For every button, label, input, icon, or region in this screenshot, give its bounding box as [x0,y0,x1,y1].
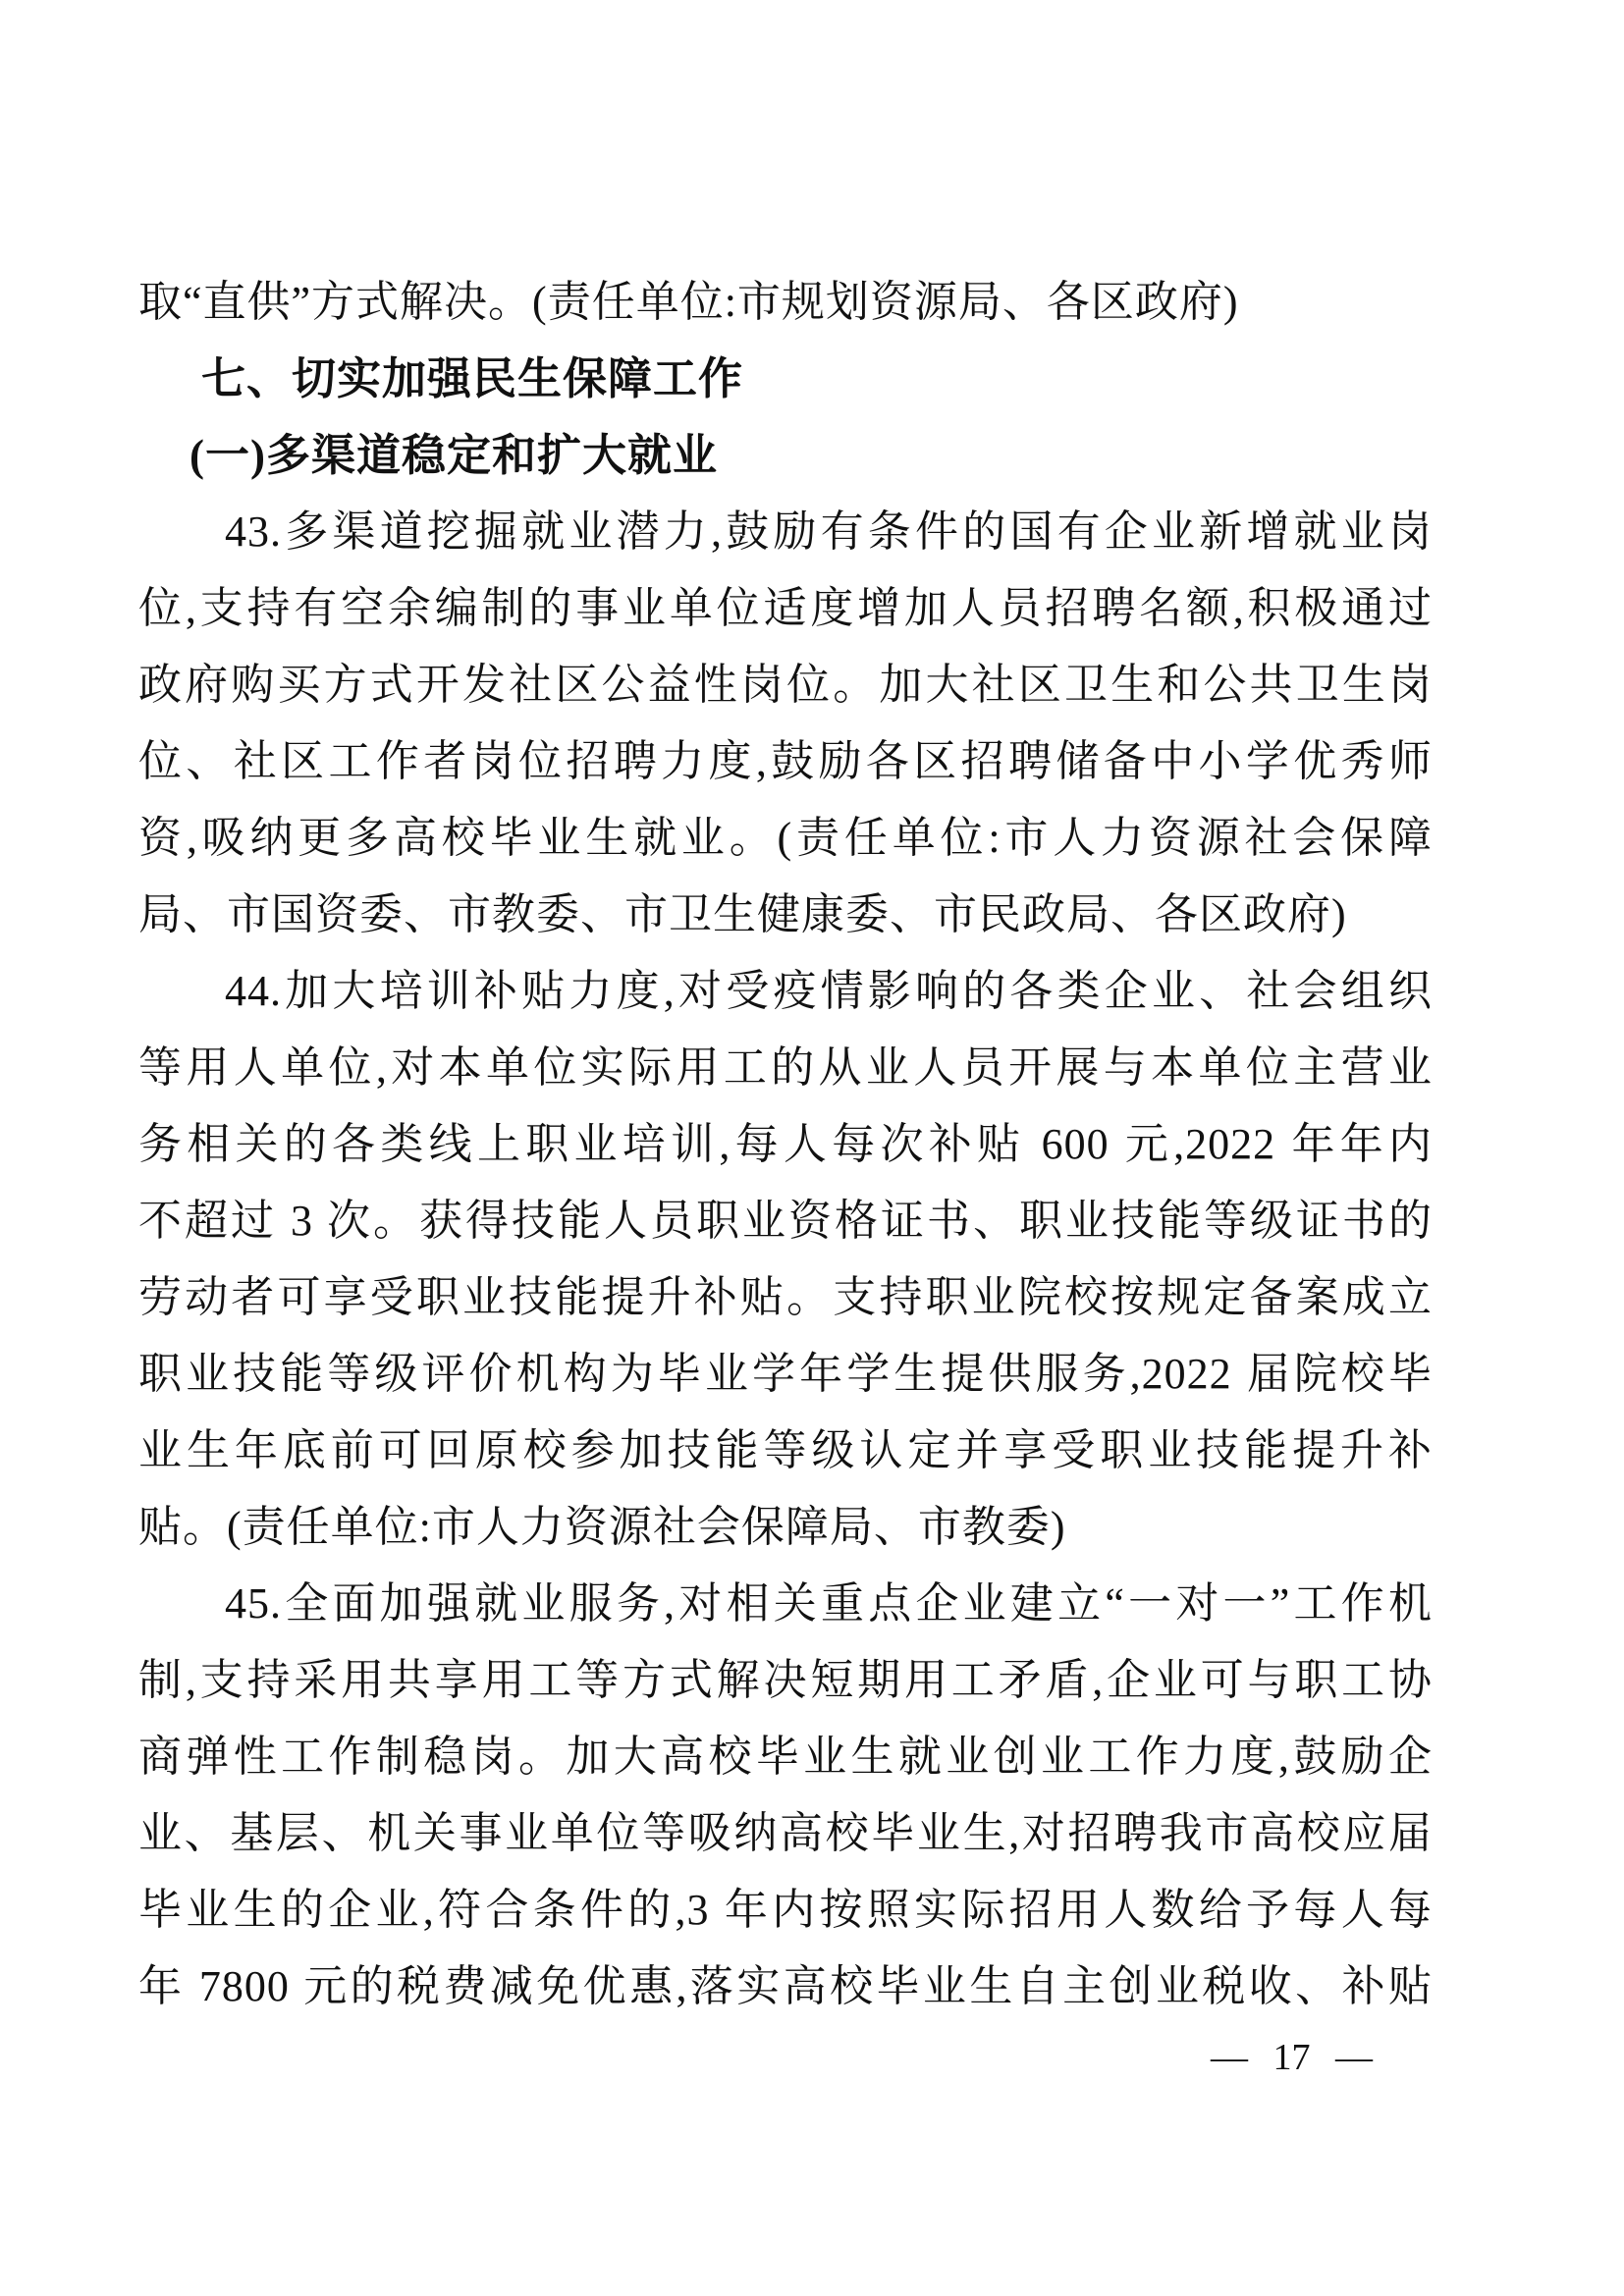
text-line: 商弹性工作制稳岗。加大高校毕业生就业创业工作力度,鼓励企 [138,1733,1433,1781]
paragraph-44 [138,953,1433,1566]
text-line: 劳动者可享受职业技能提升补贴。支持职业院校按规定备案成立 [138,1273,1433,1321]
text-line: 不超过 3 次。获得技能人员职业资格证书、职业技能等级证书的 [138,1197,1433,1245]
text-line: 政府购买方式开发社区公益性岗位。加大社区卫生和公共卫生岗 [138,661,1433,709]
subsection-heading-1 [138,417,1433,494]
text-line: 44.加大培训补贴力度,对受疫情影响的各类企业、社会组织 [225,967,1433,1015]
paragraph-45 [138,1566,1433,2025]
text-line: 43.多渠道挖掘就业潜力,鼓励有条件的国有企业新增就业岗 [225,507,1433,556]
text-line: 七、切实加强民生保障工作 [201,353,744,403]
text-line: 取“直供”方式解决。(责任单位:市规划资源局、各区政府) [138,278,1239,326]
text-line: 务相关的各类线上职业培训,每人每次补贴 600 元,2022 年年内 [138,1120,1433,1168]
text-line: 贴。(责任单位:市人力资源社会保障局、市教委) [138,1503,1066,1551]
text-line: 局、市国资委、市教委、市卫生健康委、市民政局、各区政府) [138,890,1347,938]
text-line: 位,支持有空余编制的事业单位适度增加人员招聘名额,积极通过 [138,584,1433,632]
text-line: 业生年底前可回原校参加技能等级认定并享受职业技能提升补 [138,1426,1433,1474]
text-line: 业、基层、机关事业单位等吸纳高校毕业生,对招聘我市高校应届 [138,1809,1433,1857]
text-line: 毕业生的企业,符合条件的,3 年内按照实际招用人数给予每人每 [138,1886,1433,1934]
paragraph-continuation [138,264,1433,341]
text-line: 年 7800 元的税费减免优惠,落实高校毕业生自主创业税收、补贴 [138,1962,1433,2010]
text-line: (一)多渠道稳定和扩大就业 [189,431,718,480]
text-line: 制,支持采用共享用工等方式解决短期用工矛盾,企业可与职工协 [138,1656,1433,1704]
section-heading-7 [138,341,1433,417]
text-line: 45.全面加强就业服务,对相关重点企业建立“一对一”工作机 [225,1579,1433,1628]
document-body [138,264,1433,2025]
paragraph-43 [138,494,1433,953]
text-line: 资,吸纳更多高校毕业生就业。(责任单位:市人力资源社会保障 [138,814,1433,862]
text-line: 等用人单位,对本单位实际用工的从业人员开展与本单位主营业 [138,1043,1433,1092]
text-line: 位、社区工作者岗位招聘力度,鼓励各区招聘储备中小学优秀师 [138,737,1433,785]
text-line: 职业技能等级评价机构为毕业学年学生提供服务,2022 届院校毕 [138,1350,1433,1398]
page-number: — 17 — [1211,2037,1373,2078]
